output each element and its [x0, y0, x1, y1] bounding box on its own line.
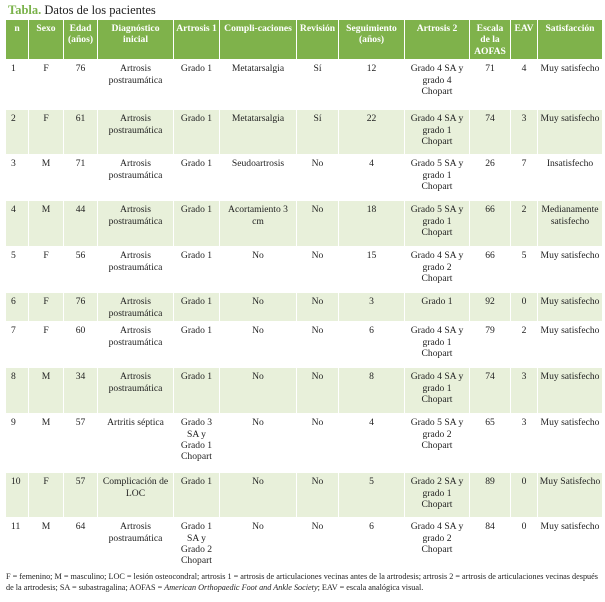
cell-sexo: F	[28, 472, 63, 517]
cell-n: 11	[6, 517, 28, 577]
cell-n: 5	[6, 246, 28, 292]
footnote-text-end: ; EAV = escala analógica visual.	[317, 582, 424, 592]
cell-aofas: 71	[469, 59, 510, 109]
table-row	[6, 109, 602, 154]
header-satisfaccion: Satisfacción	[537, 20, 602, 59]
header-diagnostico: Diagnóstico inicial	[97, 20, 173, 59]
cell-n: 6	[6, 292, 28, 321]
cell-satisfaccion: Muy satisfecho	[537, 367, 602, 413]
cell-sexo: F	[28, 246, 63, 292]
cell-edad: 71	[63, 154, 97, 200]
cell-artrosis-1: Grado 1	[173, 59, 219, 109]
cell-aofas: 66	[469, 200, 510, 246]
cell-revision: No	[296, 246, 338, 292]
cell-aofas: 74	[469, 367, 510, 413]
cell-seguimiento: 3	[338, 292, 404, 321]
cell-artrosis-2: Grado 4 SA y grado 2 Chopart	[404, 246, 469, 292]
cell-complicaciones: No	[219, 246, 296, 292]
cell-satisfaccion: Muy satisfecho	[537, 321, 602, 367]
header-artrosis-1: Artrosis 1	[173, 20, 219, 59]
cell-eav: 3	[510, 367, 537, 413]
header-revision: Revisión	[296, 20, 338, 59]
cell-artrosis-1: Grado 1	[173, 200, 219, 246]
caption-label: Tabla.	[8, 3, 42, 17]
cell-artrosis-2: Grado 5 SA y grado 2 Chopart	[404, 413, 469, 472]
cell-diagnostico: Artrosis postraumática	[97, 321, 173, 367]
header-sexo: Sexo	[28, 20, 63, 59]
cell-sexo: F	[28, 321, 63, 367]
cell-artrosis-2: Grado 5 SA y grado 1 Chopart	[404, 200, 469, 246]
cell-seguimiento: 4	[338, 413, 404, 472]
cell-n: 9	[6, 413, 28, 472]
cell-artrosis-1: Grado 1	[173, 472, 219, 517]
table-row	[6, 154, 602, 200]
cell-n: 3	[6, 154, 28, 200]
cell-aofas: 79	[469, 321, 510, 367]
table-caption	[8, 3, 156, 18]
cell-satisfaccion: Muy satisfecho	[537, 292, 602, 321]
cell-artrosis-2: Grado 2 SA y grado 1 Chopart	[404, 472, 469, 517]
cell-satisfaccion: Muy satisfecho	[537, 517, 602, 577]
cell-eav: 0	[510, 292, 537, 321]
cell-diagnostico: Artrosis postraumática	[97, 292, 173, 321]
cell-revision: No	[296, 413, 338, 472]
cell-complicaciones: Metatarsalgia	[219, 59, 296, 109]
cell-revision: No	[296, 292, 338, 321]
cell-seguimiento: 5	[338, 472, 404, 517]
cell-artrosis-2: Grado 4 SA y grado 1 Chopart	[404, 109, 469, 154]
cell-revision: No	[296, 517, 338, 577]
cell-complicaciones: Acortamiento 3 cm	[219, 200, 296, 246]
cell-eav: 0	[510, 517, 537, 577]
cell-eav: 5	[510, 246, 537, 292]
cell-eav: 7	[510, 154, 537, 200]
cell-revision: No	[296, 367, 338, 413]
cell-sexo: F	[28, 59, 63, 109]
cell-diagnostico: Artrosis postraumática	[97, 59, 173, 109]
cell-edad: 64	[63, 517, 97, 577]
table-row	[6, 246, 602, 292]
table-row	[6, 413, 602, 472]
cell-artrosis-1: Grado 1	[173, 321, 219, 367]
cell-eav: 2	[510, 321, 537, 367]
cell-diagnostico: Complicación de LOC	[97, 472, 173, 517]
cell-revision: No	[296, 154, 338, 200]
header-row	[6, 20, 602, 59]
cell-complicaciones: No	[219, 472, 296, 517]
cell-aofas: 66	[469, 246, 510, 292]
cell-aofas: 84	[469, 517, 510, 577]
cell-seguimiento: 8	[338, 367, 404, 413]
header-eav: EAV	[510, 20, 537, 59]
cell-artrosis-2: Grado 4 SA y grado 2 Chopart	[404, 517, 469, 577]
table-footnote	[6, 572, 600, 593]
cell-edad: 60	[63, 321, 97, 367]
cell-satisfaccion: Medianamente satisfecho	[537, 200, 602, 246]
cell-seguimiento: 22	[338, 109, 404, 154]
cell-eav: 0	[510, 472, 537, 517]
cell-aofas: 26	[469, 154, 510, 200]
cell-satisfaccion: Muy Satisfecho	[537, 472, 602, 517]
cell-complicaciones: Metatarsalgia	[219, 109, 296, 154]
cell-seguimiento: 6	[338, 321, 404, 367]
cell-edad: 44	[63, 200, 97, 246]
cell-diagnostico: Artrosis postraumática	[97, 517, 173, 577]
cell-eav: 3	[510, 413, 537, 472]
cell-artrosis-1: Grado 1	[173, 367, 219, 413]
cell-satisfaccion: Insatisfecho	[537, 154, 602, 200]
cell-artrosis-2: Grado 4 SA y grado 1 Chopart	[404, 321, 469, 367]
cell-satisfaccion: Muy satisfecho	[537, 59, 602, 109]
cell-diagnostico: Artritis séptica	[97, 413, 173, 472]
table-row	[6, 367, 602, 413]
cell-sexo: F	[28, 109, 63, 154]
table-row	[6, 517, 602, 577]
footnote-text: F = femenino; M = masculino; LOC = lesión osteocondral; artrosis 1 = artrosis de articulaciones vecinas antes de la artrodesis; artrosis 2 = artrosis de articulaciones vecinas después de la artrodesis; SA = subastragalina; AOFAS =	[6, 572, 598, 592]
cell-edad: 57	[63, 413, 97, 472]
cell-artrosis-1: Grado 1	[173, 246, 219, 292]
cell-eav: 2	[510, 200, 537, 246]
cell-satisfaccion: Muy satisfecho	[537, 413, 602, 472]
cell-diagnostico: Artrosis postraumática	[97, 200, 173, 246]
header-edad: Edad (años)	[63, 20, 97, 59]
cell-artrosis-1: Grado 1	[173, 154, 219, 200]
cell-artrosis-1: Grado 1 SA y Grado 2 Chopart	[173, 517, 219, 577]
cell-eav: 3	[510, 109, 537, 154]
cell-complicaciones: No	[219, 517, 296, 577]
cell-complicaciones: No	[219, 292, 296, 321]
cell-satisfaccion: Muy satisfecho	[537, 246, 602, 292]
cell-aofas: 65	[469, 413, 510, 472]
cell-revision: Sí	[296, 109, 338, 154]
cell-satisfaccion: Muy satisfecho	[537, 109, 602, 154]
cell-artrosis-2: Grado 4 SA y grado 4 Chopart	[404, 59, 469, 109]
cell-artrosis-2: Grado 5 SA y grado 1 Chopart	[404, 154, 469, 200]
cell-n: 7	[6, 321, 28, 367]
cell-edad: 76	[63, 59, 97, 109]
cell-n: 10	[6, 472, 28, 517]
cell-aofas: 92	[469, 292, 510, 321]
cell-artrosis-1: Grado 1	[173, 292, 219, 321]
header-n: n	[6, 20, 28, 59]
table-row	[6, 292, 602, 321]
cell-diagnostico: Artrosis postraumática	[97, 367, 173, 413]
cell-revision: Sí	[296, 59, 338, 109]
cell-artrosis-2: Grado 1	[404, 292, 469, 321]
cell-aofas: 89	[469, 472, 510, 517]
cell-n: 1	[6, 59, 28, 109]
cell-complicaciones: Seudoartrosis	[219, 154, 296, 200]
cell-diagnostico: Artrosis postraumática	[97, 154, 173, 200]
cell-sexo: M	[28, 413, 63, 472]
caption-title: Datos de los pacientes	[44, 3, 156, 17]
cell-complicaciones: No	[219, 367, 296, 413]
cell-seguimiento: 4	[338, 154, 404, 200]
header-complicaciones: Compli-caciones	[219, 20, 296, 59]
table-row	[6, 472, 602, 517]
cell-seguimiento: 6	[338, 517, 404, 577]
cell-eav: 4	[510, 59, 537, 109]
cell-edad: 57	[63, 472, 97, 517]
cell-aofas: 74	[469, 109, 510, 154]
cell-edad: 56	[63, 246, 97, 292]
cell-artrosis-1: Grado 1	[173, 109, 219, 154]
cell-complicaciones: No	[219, 321, 296, 367]
cell-sexo: M	[28, 200, 63, 246]
table-row	[6, 321, 602, 367]
cell-edad: 76	[63, 292, 97, 321]
header-aofas: Escala de la AOFAS	[469, 20, 510, 59]
cell-complicaciones: No	[219, 413, 296, 472]
table-row	[6, 59, 602, 109]
cell-sexo: F	[28, 292, 63, 321]
cell-edad: 61	[63, 109, 97, 154]
cell-sexo: M	[28, 154, 63, 200]
cell-artrosis-2: Grado 4 SA y grado 1 Chopart	[404, 367, 469, 413]
cell-sexo: M	[28, 517, 63, 577]
cell-sexo: M	[28, 367, 63, 413]
cell-seguimiento: 15	[338, 246, 404, 292]
cell-revision: No	[296, 321, 338, 367]
cell-n: 4	[6, 200, 28, 246]
cell-diagnostico: Artrosis postraumática	[97, 246, 173, 292]
cell-seguimiento: 12	[338, 59, 404, 109]
cell-diagnostico: Artrosis postraumática	[97, 109, 173, 154]
footnote-aofas-name: American Orthopaedic Foot and Ankle Society	[164, 582, 318, 592]
table-body	[6, 59, 602, 577]
cell-edad: 34	[63, 367, 97, 413]
cell-n: 8	[6, 367, 28, 413]
table-row	[6, 200, 602, 246]
header-seguimiento: Seguimiento (años)	[338, 20, 404, 59]
header-artrosis-2: Artrosis 2	[404, 20, 469, 59]
patients-table	[6, 20, 602, 577]
cell-seguimiento: 18	[338, 200, 404, 246]
cell-revision: No	[296, 472, 338, 517]
cell-n: 2	[6, 109, 28, 154]
cell-revision: No	[296, 200, 338, 246]
cell-artrosis-1: Grado 3 SA y Grado 1 Chopart	[173, 413, 219, 472]
